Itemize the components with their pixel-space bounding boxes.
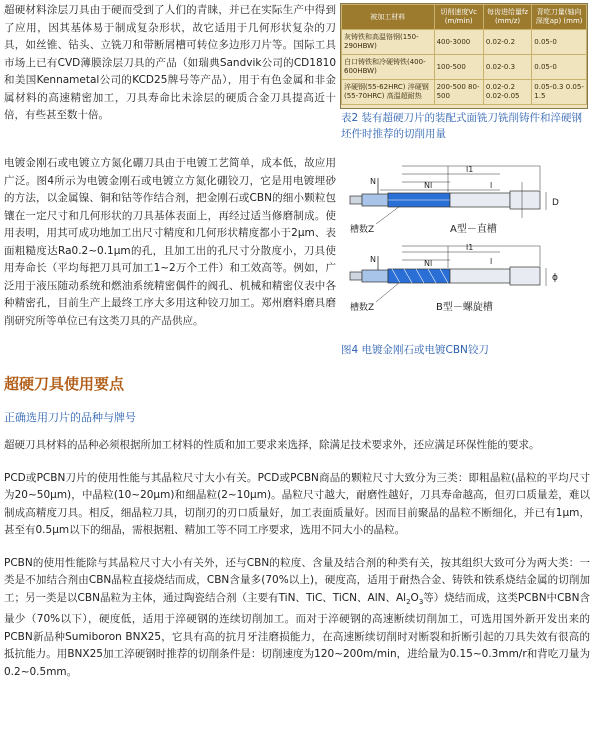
table-cell: 0.02-0.2 0.02-0.05 [483, 80, 531, 105]
fig-label-type-b: B型－螺旋槽 [436, 302, 493, 313]
figure-4-caption: 图4 电镀金刚石或电镀CBN铰刀 [341, 344, 489, 356]
table-header-cell: 切削速度Vc (m/min) [434, 5, 483, 30]
table-header-cell: 每齿进给量fz (mm/z) [483, 5, 531, 30]
table-2-image [340, 3, 588, 109]
subscript-3: 3 [418, 597, 424, 606]
fig-label-type-a: A型－直槽 [450, 224, 497, 235]
intro-paragraph-2: 电镀金刚石或电镀立方氮化硼刀具由于电镀工艺简单，成本低，故应用广泛。图4所示为电镀金刚石或电镀立方氮化硼铰刀，它是用电镀埋砂的方法，以金属镍、铜和钴等作结合剂，把金刚石或CBN的细小颗粒包镶在一定尺寸和几何形状的刀具基体表面上，再经过适当修磨制成。使用表明，用其可成功地加工出尺寸精度和几何形状精度都小于2μm、表面粗糙度达Ra0.2~0.1μm的孔，且加工出的孔尺寸分散度小，刀具使用寿命长（平均每把刀具可加工1~2万个工件）和工效高等。例如，广泛用于液压随动系统和燃油系统精密偶件的阀孔、机械和精密仪表中各种精密孔，目前生产上最终工序大多用这种铰刀加工。郑州磨料磨具磨削研究所等单位已有这类刀具的产品供应。 [4, 157, 336, 327]
electroplated-tools-block [4, 155, 336, 330]
table-cell: 200-500 80-500 [434, 80, 483, 105]
fig-label-l1: l1 [466, 165, 474, 174]
figure-4-reamer-drawing [340, 160, 590, 340]
table-row [342, 80, 587, 105]
fig-label-nl-b: Nl [424, 259, 433, 268]
table-cell: 0.02-0.2 [483, 30, 531, 55]
fig-label-phi: ϕ [552, 273, 558, 283]
subscript-2: 2 [406, 597, 411, 606]
table-cell: 0.05-0.3 0.05-1.5 [532, 80, 587, 105]
table-header-cell: 背吃刀量(轴向深度ap) (mm) [532, 5, 587, 30]
fig-label-slots-b: 槽数Z [350, 303, 375, 313]
section-subtitle: 正确选用刀片的品种与牌号 [4, 411, 136, 424]
fig-label-l-b: l [490, 257, 493, 266]
fig-label-slots-a: 槽数Z [350, 225, 375, 235]
table-cell: 0.02-0.3 [483, 55, 531, 80]
body-paragraph-2: PCD或PCBN刀片的使用性能与其晶粒尺寸大小有关。PCD或PCBN商品的颗粒尺寸大致分为三类：即粗晶粒(晶粒的平均尺寸为20~50μm)，中晶粒(10~20μm)和细晶粒(2~10μm)。晶粒尺寸越大，耐磨性越好，刀具寿命越高，但刃口质量差，难以制成高精度刀具。相反，细晶粒刀具，切削刃的刃口质量好，加工表面质量好。因而目前聚晶的晶粒不断细化，并已有1μm，甚至有0.5μm以下的细晶，需根据粗、精加工等不同工序要求，选用不同大小的晶粒。 [4, 471, 590, 536]
reamer-type-a [350, 165, 559, 235]
body-paragraph-3 [4, 555, 590, 682]
body-paragraph-3-part-b: 等）烧结而成，这类PCBN中CBN含量少（70%以下），硬度低，适用于淬硬钢的连续切削加工。而对于淬硬钢的高速断续切削加工，可选用国外新开发出来的PCBN新品种Sumiboron BNX25，它具有高的抗月牙洼磨损能力，在高速断续切削时对断裂和折断引起的刀具失效有很高的抵抗能力。用BNX25加工淬硬钢时推荐的切削条件是：切削速度为120~200m/min，进给量为0.15~0.3mm/r和背吃刀量为0.2~0.5mm。 [4, 591, 590, 678]
reamer-diagram [340, 160, 590, 340]
fig-label-l: l [490, 181, 493, 190]
oxide-letter: O [410, 591, 419, 604]
body-paragraph-1: 超硬刀具材料的品种必须根据所加工材料的性质和加工要求来选择，除满足技术要求外，还应满足环保性能的要求。 [4, 439, 540, 451]
fig-label-d: D [552, 198, 559, 208]
table-cell: 淬硬钢(55-62HRC) 淬硬钢(55-70HRC) 高温超耐热 [342, 80, 435, 105]
section-title: 超硬刀具使用要点 [4, 375, 125, 393]
intro-paragraph-1: 超硬材料涂层刀具由于硬而受到了人们的青睐，并已在实际生产中得到了应用，因其基体易于制成复杂形状，故它适用于几何形状复杂的刀具，如丝锥、钻头、立铣刀和带断屑槽可转位多边形刀片等。国际工具市场上已有CVD薄膜涂层刀具的产品（如瑞典Sandvik公司的CD1810和美国Kennametal公司的KCD25牌号等产品），用于有色金属和非金属材料的高速精密加工，刀具寿命比未涂层的硬质合金刀具提高近十倍，有些甚至数十倍。 [4, 4, 336, 121]
table-header-row [342, 5, 587, 30]
section-body [4, 437, 590, 681]
fig-label-nl: Nl [424, 181, 433, 190]
fig-label-l1-b: l1 [466, 243, 474, 252]
table-cell: 100-500 [434, 55, 483, 80]
body-paragraph-3-part-a: PCBN的使用性能除与其晶粒尺寸大小有关外，还与CBN的粒度、含量及结合剂的种类有关，按其组织大致可分为两大类：一类是不加结合剂由CBN晶粒直接烧结而成，CBN含量多(70%以上)，硬度高，适用于耐热合金、铸铁和铁系烧结金属的切削加工；另一类是以CBN晶粒为主体，通过陶瓷结合剂（主要有TiN、TiC、TiCN、AlN、Al [4, 556, 590, 604]
fig-label-n-b: N [370, 255, 376, 264]
table-cell: 白口铸铁和冷硬铸铁(400-600HBW) [342, 55, 435, 80]
reamer-type-b [350, 243, 558, 313]
table-cell: 0.05-0 [532, 55, 587, 80]
table-cell: 灰铸铁和高温铬钢(150-290HBW) [342, 30, 435, 55]
cutting-parameters-table [341, 4, 587, 105]
table-cell: 400-3000 [434, 30, 483, 55]
fig-label-n: N [370, 177, 376, 186]
table-cell: 0.05-0 [532, 30, 587, 55]
table-row [342, 55, 587, 80]
intro-block [4, 2, 336, 125]
table-header-cell: 被加工材料 [342, 5, 435, 30]
table-2-caption: 表2 装有超硬刀片的装配式面铣刀铣削铸件和淬硬钢坯件时推荐的切削用量 [341, 112, 583, 140]
table-row [342, 30, 587, 55]
